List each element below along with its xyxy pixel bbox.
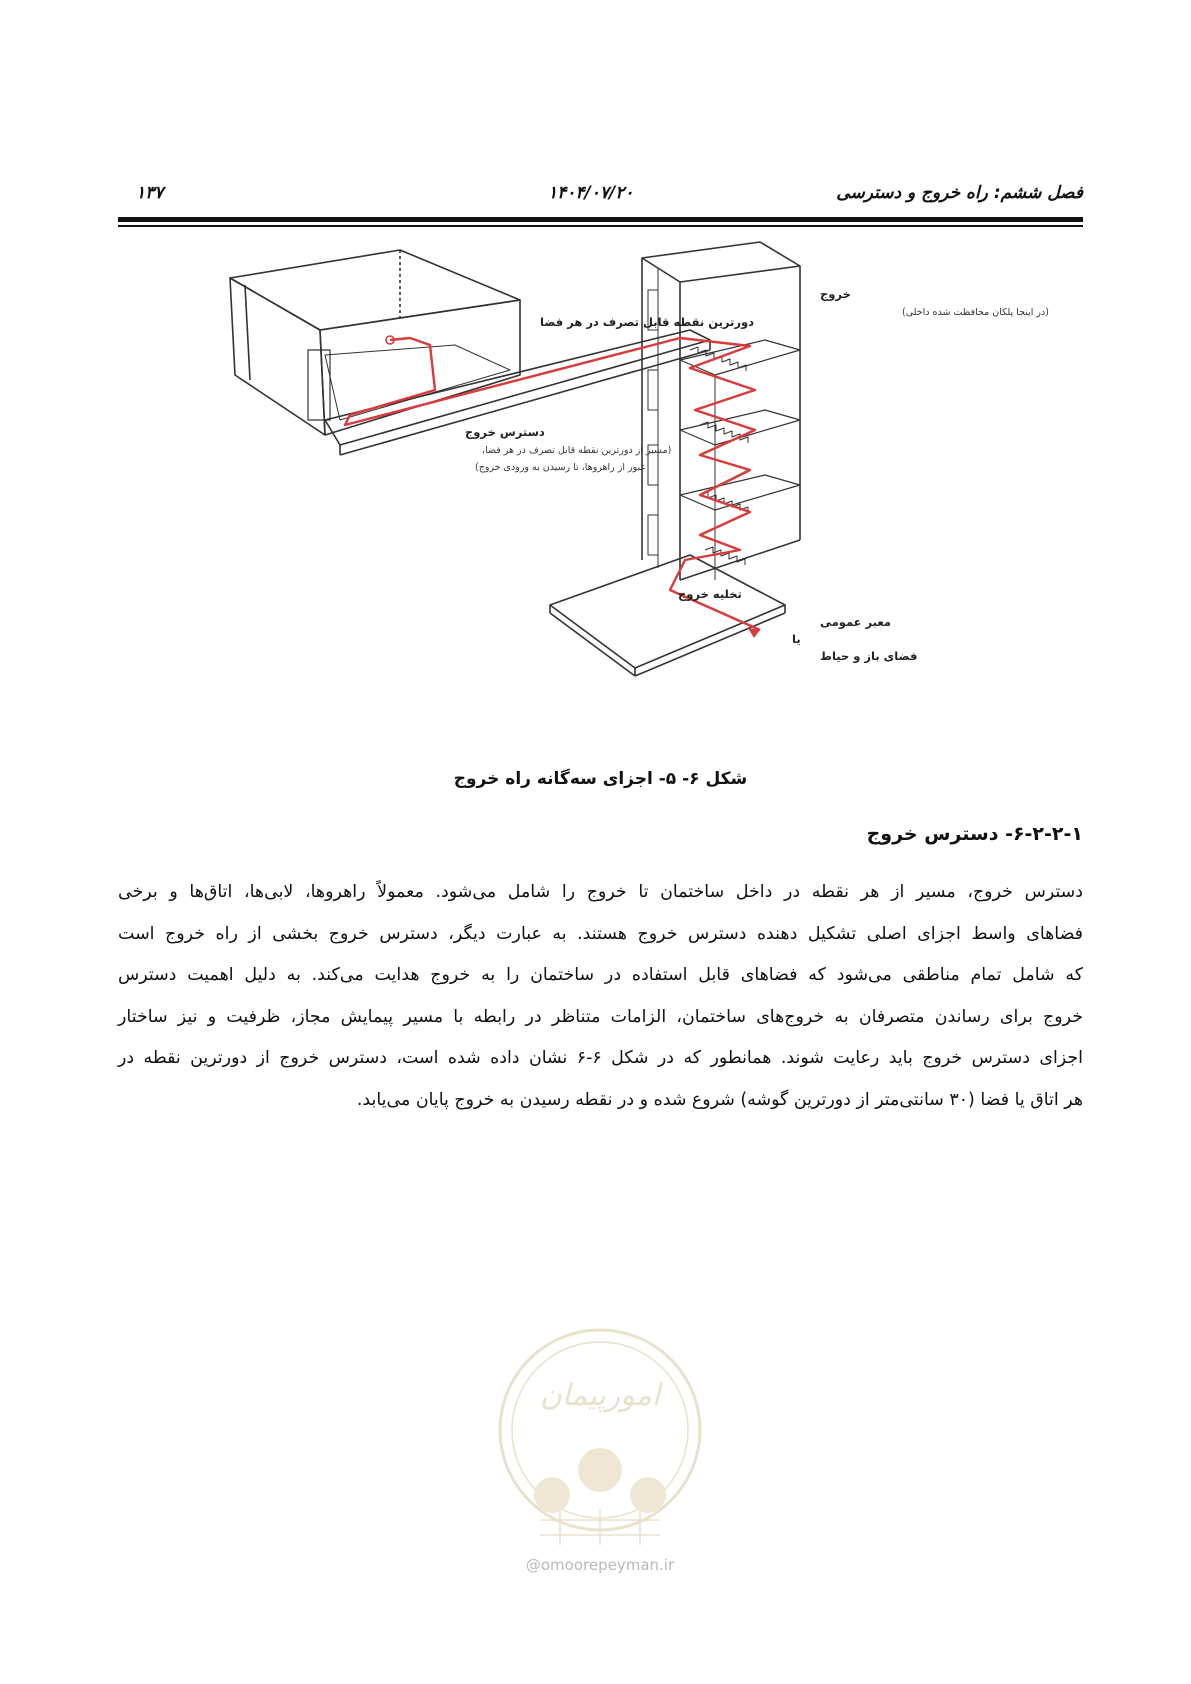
paragraph-line: دسترس خروج، مسیر از هر نقطه در داخل ساختمان تا خروج را شامل می‌شود. معمولاً راهروها، لابی‌ها، اتاق‌ها و برخی xyxy=(118,882,1083,902)
exit-components-figure xyxy=(230,250,1049,740)
label-public-way: معبر عمومی xyxy=(820,615,891,629)
label-exit-access-note-1: (مسیر از دورترین نقطه قابل تصرف در هر فضا، xyxy=(482,445,672,456)
logo-text: امورپیمان xyxy=(539,1378,661,1413)
label-exit-access-note-2: عبور از راهروها، تا رسیدن به ورودی خروج) xyxy=(475,462,647,473)
paragraph-line: فضاهای واسط اجزای اصلی تشکیل دهنده دسترس خروج هستند. به عبارت دیگر، دسترس خروج بخشی از راه خروج است xyxy=(118,923,1083,944)
building-diagram xyxy=(230,250,1049,740)
header-rule-thin xyxy=(118,225,1083,227)
page-header xyxy=(118,183,1083,213)
label-exit-note: (در اینجا پلکان محافظت شده داخلی) xyxy=(902,307,1049,318)
label-exit-access: دسترس خروج xyxy=(465,425,545,439)
page-number: ۱۳۷ xyxy=(136,183,164,203)
label-open-space: فضای باز و حیاط xyxy=(820,649,918,663)
label-exit: خروج xyxy=(820,287,851,301)
body-paragraph xyxy=(118,872,1083,1122)
watermark-url: @omoorepeyman.ir xyxy=(525,1556,675,1574)
label-exit-discharge: تخلیه خروج xyxy=(678,587,742,601)
figure-caption: شکل ۶- ۵- اجزای سه‌گانه راه خروج xyxy=(453,769,748,789)
header-rule-thick xyxy=(118,217,1083,222)
chapter-title: فصل ششم: راه خروج و دسترسی xyxy=(836,183,1083,203)
paragraph-line: خروج برای رساندن متصرفان به خروج‌های ساختمان، الزامات متناظر در رابطه با مسیر پیمایش مجاز، ظرفیت و نیز ساختار xyxy=(118,1006,1083,1027)
paragraph-line: اجزای دسترس خروج باید رعایت شوند. همانطور که در شکل ۶-۶ نشان داده شده است، دسترس خروج از دورترین نقطه در xyxy=(118,1048,1083,1069)
header-date: ۱۴۰۴/۰۷/۲۰ xyxy=(548,183,634,203)
label-public-way-or: یا xyxy=(792,632,801,646)
paragraph-line: هر اتاق یا فضا (۳۰ سانتی‌متر از دورترین گوشه) شروع شده و در نقطه رسیدن به خروج پایان می‌یابد. xyxy=(356,1089,1083,1110)
label-farthest-point: دورترین نقطه قابل تصرف در هر فضا xyxy=(540,315,755,329)
paragraph-line: که شامل تمام مناطقی می‌شود که فضاهای قابل استفاده در ساختمان را به خروج هدایت می‌کند. به دلیل اهمیت دسترس xyxy=(118,965,1083,986)
section-heading: ۶-۲-۲-۱- دسترس خروج xyxy=(866,823,1083,845)
